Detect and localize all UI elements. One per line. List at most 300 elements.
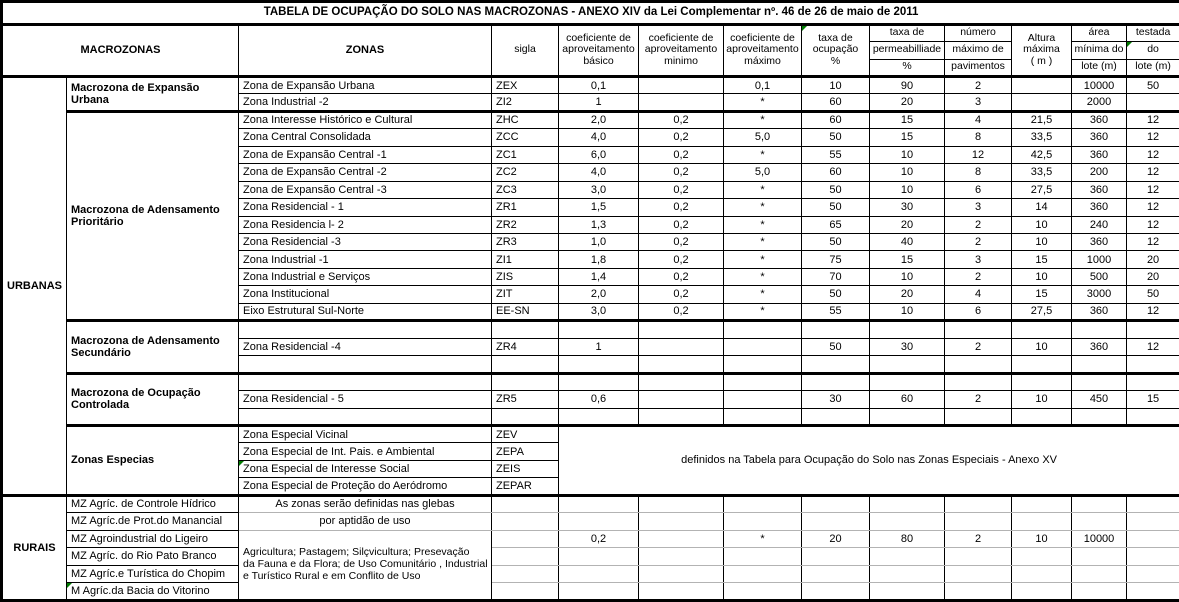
value-cell: 60 [802, 164, 870, 181]
value-cell: 4,0 [559, 164, 639, 181]
empty-cell [945, 356, 1012, 373]
value-cell: 12 [1127, 234, 1179, 251]
value-cell: * [724, 530, 802, 547]
sigla-cell: ZR4 [492, 338, 559, 355]
sigla-cell: ZHC [492, 111, 559, 128]
zona-cell [239, 321, 492, 338]
header-taxa-permeabilidade-line2: permeabilliade [870, 42, 945, 59]
value-cell: 1,3 [559, 216, 639, 233]
group-expansao-urbana: Macrozona de Expansão Urbana [67, 76, 239, 111]
zona-cell: Eixo Estrutural Sul-Norte [239, 303, 492, 320]
value-cell: 450 [1072, 391, 1127, 408]
zona-cell: Zona Especial Vicinal [239, 426, 492, 443]
empty-cell [1072, 513, 1127, 530]
value-cell: 0,2 [639, 181, 724, 198]
value-cell: 10 [1012, 234, 1072, 251]
value-cell: 10 [870, 181, 945, 198]
empty-cell [1127, 513, 1179, 530]
especiais-note-cell: definidos na Tabela para Ocupação do Solo nas Zonas Especiais - Anexo XV [559, 426, 1179, 496]
value-cell: 3000 [1072, 286, 1127, 303]
value-cell: 1,4 [559, 268, 639, 285]
rural-zonas-note1: As zonas serão definidas nas glebas [239, 495, 492, 512]
zona-cell: Zona Industrial e Serviços [239, 268, 492, 285]
sigla-cell: ZEX [492, 76, 559, 93]
sigla-cell: ZCC [492, 129, 559, 146]
value-cell: 10 [1012, 268, 1072, 285]
zona-cell: Zona Residencial -4 [239, 338, 492, 355]
value-cell: * [724, 303, 802, 320]
empty-cell [1012, 495, 1072, 512]
empty-cell [802, 548, 870, 565]
value-cell: 10 [1012, 216, 1072, 233]
value-cell: 20 [802, 530, 870, 547]
empty-cell [1072, 321, 1127, 338]
value-cell [724, 338, 802, 355]
value-cell: 21,5 [1012, 111, 1072, 128]
zona-cell: Zona Especial de Proteção do Aeródromo [239, 478, 492, 495]
value-cell: 12 [1127, 164, 1179, 181]
value-cell [639, 338, 724, 355]
value-cell: 12 [1127, 129, 1179, 146]
header-taxa-permeabilidade-line3: % [870, 59, 945, 76]
empty-cell [724, 583, 802, 601]
value-cell: 10000 [1072, 76, 1127, 93]
value-cell: 0,2 [639, 251, 724, 268]
empty-cell [1012, 548, 1072, 565]
empty-cell [1127, 548, 1179, 565]
empty-cell [559, 548, 639, 565]
value-cell: 0,2 [639, 286, 724, 303]
zona-cell: Zona de Expansão Central -2 [239, 164, 492, 181]
value-cell: 1,5 [559, 199, 639, 216]
value-cell: 360 [1072, 338, 1127, 355]
value-cell: 0,1 [724, 76, 802, 93]
value-cell: 2 [945, 268, 1012, 285]
header-area-minima-line2: mínima do [1072, 42, 1127, 59]
header-coef-minimo: coeficiente de aproveitamento minimo [639, 24, 724, 76]
value-cell: * [724, 181, 802, 198]
header-sigla: sigla [492, 24, 559, 76]
value-cell: 10 [1012, 391, 1072, 408]
value-cell: 2,0 [559, 286, 639, 303]
cell-rurais-label: RURAIS [2, 495, 67, 600]
value-cell [1012, 76, 1072, 93]
value-cell [639, 530, 724, 547]
value-cell: * [724, 111, 802, 128]
value-cell [1127, 530, 1179, 547]
value-cell: 4 [945, 111, 1012, 128]
empty-cell [945, 495, 1012, 512]
sigla-cell: ZI2 [492, 94, 559, 111]
empty-cell [1012, 513, 1072, 530]
value-cell: 0,2 [639, 146, 724, 163]
empty-cell [945, 321, 1012, 338]
sigla-cell [492, 513, 559, 530]
value-cell: 20 [1127, 251, 1179, 268]
empty-cell [870, 548, 945, 565]
empty-cell [724, 373, 802, 390]
zona-cell: Zona Central Consolidada [239, 129, 492, 146]
empty-cell [1072, 548, 1127, 565]
value-cell: 15 [1012, 251, 1072, 268]
value-cell: 1 [559, 338, 639, 355]
value-cell: 1 [559, 94, 639, 111]
value-cell: 2 [945, 338, 1012, 355]
rural-macrozona-cell: M Agríc.da Bacia do Vitorino [67, 583, 239, 601]
header-taxa-ocupacao: taxa de ocupação % [802, 24, 870, 76]
value-cell: 2000 [1072, 94, 1127, 111]
empty-cell [945, 565, 1012, 582]
value-cell: 20 [870, 286, 945, 303]
value-cell: 360 [1072, 199, 1127, 216]
value-cell: 12 [945, 146, 1012, 163]
value-cell: 10 [870, 303, 945, 320]
empty-cell [802, 373, 870, 390]
empty-cell [870, 373, 945, 390]
value-cell: 40 [870, 234, 945, 251]
cell-urbanas-label: URBANAS [2, 76, 67, 495]
empty-cell [802, 583, 870, 601]
value-cell: 10 [870, 146, 945, 163]
empty-cell [945, 373, 1012, 390]
empty-cell [639, 373, 724, 390]
empty-cell [945, 583, 1012, 601]
header-area-minima-line1: área [1072, 24, 1127, 41]
value-cell: 6 [945, 181, 1012, 198]
value-cell: 5,0 [724, 129, 802, 146]
value-cell: 15 [1012, 286, 1072, 303]
value-cell: 12 [1127, 303, 1179, 320]
value-cell: 0,2 [639, 129, 724, 146]
sigla-cell: ZI1 [492, 251, 559, 268]
empty-cell [639, 513, 724, 530]
empty-cell [802, 565, 870, 582]
value-cell: 55 [802, 303, 870, 320]
value-cell: 50 [802, 181, 870, 198]
value-cell: 3,0 [559, 181, 639, 198]
header-area-minima-line3: lote (m) [1072, 59, 1127, 76]
value-cell: 12 [1127, 111, 1179, 128]
value-cell: * [724, 94, 802, 111]
value-cell: 500 [1072, 268, 1127, 285]
zona-cell [239, 356, 492, 373]
value-cell: 12 [1127, 216, 1179, 233]
value-cell: 0,2 [639, 164, 724, 181]
sigla-cell [492, 583, 559, 601]
value-cell: 27,5 [1012, 181, 1072, 198]
empty-cell [559, 495, 639, 512]
zona-cell [239, 408, 492, 425]
value-cell: 2 [945, 530, 1012, 547]
value-cell [724, 391, 802, 408]
empty-cell [724, 408, 802, 425]
group-adensamento-secundario: Macrozona de Adensamento Secundário [67, 321, 239, 373]
value-cell: 10 [1012, 530, 1072, 547]
empty-cell [1127, 565, 1179, 582]
value-cell: 0,2 [639, 234, 724, 251]
value-cell: 3 [945, 94, 1012, 111]
value-cell: 12 [1127, 199, 1179, 216]
zona-cell: Zona Residencia l- 2 [239, 216, 492, 233]
empty-cell [1127, 321, 1179, 338]
value-cell: 1,8 [559, 251, 639, 268]
empty-cell [802, 408, 870, 425]
value-cell: 20 [870, 216, 945, 233]
value-cell: 360 [1072, 181, 1127, 198]
rural-zonas-note3: Agricultura; Pastagem; Silçvicultura; Presevação da Fauna e da Flora; de Uso Comunitário , Industrial e Turístico Rural e em Conflito de Uso [239, 530, 492, 600]
zona-cell: Zona de Expansão Central -1 [239, 146, 492, 163]
value-cell: 0,2 [639, 216, 724, 233]
empty-cell [559, 408, 639, 425]
empty-cell [639, 356, 724, 373]
header-testada-line3: lote (m) [1127, 59, 1179, 76]
sigla-cell: ZR2 [492, 216, 559, 233]
value-cell: 8 [945, 129, 1012, 146]
value-cell [639, 391, 724, 408]
value-cell: * [724, 199, 802, 216]
zona-cell: Zona Industrial -2 [239, 94, 492, 111]
value-cell: 65 [802, 216, 870, 233]
sigla-cell: ZEPAR [492, 478, 559, 495]
header-testada-line1: testada [1127, 24, 1179, 41]
rural-macrozona-cell: MZ Agríc.de Prot.do Manancial [67, 513, 239, 530]
value-cell: 0,2 [639, 111, 724, 128]
empty-cell [724, 513, 802, 530]
header-coef-maximo: coeficiente de aproveitamento máximo [724, 24, 802, 76]
header-testada-line2: do [1127, 42, 1179, 59]
value-cell: 6,0 [559, 146, 639, 163]
empty-cell [1012, 321, 1072, 338]
value-cell [639, 94, 724, 111]
value-cell: 60 [802, 111, 870, 128]
zona-cell: Zona Institucional [239, 286, 492, 303]
value-cell: 30 [870, 338, 945, 355]
empty-cell [724, 565, 802, 582]
empty-cell [724, 495, 802, 512]
value-cell: 2 [945, 391, 1012, 408]
value-cell: 50 [802, 234, 870, 251]
group-ocupacao-controlada: Macrozona de Ocupação Controlada [67, 373, 239, 425]
group-zonas-especias: Zonas Especias [67, 426, 239, 496]
zona-cell: Zona Especial de Interesse Social [239, 460, 492, 477]
value-cell: 12 [1127, 338, 1179, 355]
value-cell: * [724, 251, 802, 268]
rural-macrozona-cell: MZ Agríc. do Rio Pato Branco [67, 548, 239, 565]
empty-cell [802, 495, 870, 512]
value-cell: 0,6 [559, 391, 639, 408]
zona-cell: Zona Especial de Int. Pais. e Ambiental [239, 443, 492, 460]
empty-cell [870, 513, 945, 530]
value-cell: 4,0 [559, 129, 639, 146]
value-cell: * [724, 286, 802, 303]
value-cell: 1000 [1072, 251, 1127, 268]
sigla-cell [492, 356, 559, 373]
value-cell: 50 [802, 338, 870, 355]
empty-cell [1012, 373, 1072, 390]
empty-cell [1072, 408, 1127, 425]
empty-cell [870, 583, 945, 601]
empty-cell [1072, 583, 1127, 601]
value-cell [1012, 94, 1072, 111]
empty-cell [639, 548, 724, 565]
zona-cell: Zona Residencial - 5 [239, 391, 492, 408]
value-cell: 20 [870, 94, 945, 111]
empty-cell [870, 408, 945, 425]
sigla-cell: ZIT [492, 286, 559, 303]
value-cell: 20 [1127, 268, 1179, 285]
sigla-cell [492, 565, 559, 582]
empty-cell [945, 408, 1012, 425]
header-coef-basico: coeficiente de aproveitamento básico [559, 24, 639, 76]
value-cell: 55 [802, 146, 870, 163]
empty-cell [1012, 408, 1072, 425]
empty-cell [802, 321, 870, 338]
value-cell: 0,2 [559, 530, 639, 547]
empty-cell [1072, 373, 1127, 390]
empty-cell [802, 356, 870, 373]
value-cell: 27,5 [1012, 303, 1072, 320]
rural-macrozona-cell: MZ Agríc.e Turística do Chopim [67, 565, 239, 582]
sigla-cell: ZEIS [492, 460, 559, 477]
empty-cell [724, 548, 802, 565]
value-cell: 360 [1072, 234, 1127, 251]
value-cell: 60 [802, 94, 870, 111]
sigla-cell [492, 321, 559, 338]
value-cell: 240 [1072, 216, 1127, 233]
value-cell: 5,0 [724, 164, 802, 181]
header-macrozonas: MACROZONAS [2, 24, 239, 76]
value-cell: 10000 [1072, 530, 1127, 547]
value-cell: 3,0 [559, 303, 639, 320]
sigla-cell: EE-SN [492, 303, 559, 320]
empty-cell [559, 583, 639, 601]
page-title: TABELA DE OCUPAÇÃO DO SOLO NAS MACROZONAS - ANEXO XIV da Lei Complementar nº. 46 de 26 de maio de 2011 [2, 2, 1179, 25]
value-cell: 14 [1012, 199, 1072, 216]
empty-cell [870, 321, 945, 338]
value-cell: * [724, 146, 802, 163]
value-cell: 200 [1072, 164, 1127, 181]
value-cell: 70 [802, 268, 870, 285]
value-cell: 50 [802, 129, 870, 146]
empty-cell [639, 583, 724, 601]
zona-cell: Zona Residencial -3 [239, 234, 492, 251]
empty-cell [1072, 565, 1127, 582]
value-cell: 360 [1072, 129, 1127, 146]
sigla-cell [492, 548, 559, 565]
value-cell: 3 [945, 199, 1012, 216]
value-cell: 33,5 [1012, 129, 1072, 146]
sigla-cell [492, 408, 559, 425]
value-cell: 4 [945, 286, 1012, 303]
empty-cell [1127, 583, 1179, 601]
value-cell: 10 [802, 76, 870, 93]
empty-cell [559, 513, 639, 530]
value-cell: 2 [945, 76, 1012, 93]
empty-cell [559, 565, 639, 582]
empty-cell [559, 356, 639, 373]
value-cell: 0,1 [559, 76, 639, 93]
value-cell: 3 [945, 251, 1012, 268]
value-cell: 15 [870, 251, 945, 268]
value-cell: 0,2 [639, 268, 724, 285]
value-cell: * [724, 234, 802, 251]
empty-cell [639, 565, 724, 582]
sigla-cell: ZC2 [492, 164, 559, 181]
empty-cell [724, 321, 802, 338]
sigla-cell: ZR1 [492, 199, 559, 216]
value-cell: 2 [945, 234, 1012, 251]
group-adensamento-prioritario: Macrozona de Adensamento Prioritário [67, 111, 239, 320]
empty-cell [1012, 583, 1072, 601]
empty-cell [1127, 356, 1179, 373]
value-cell: 2 [945, 216, 1012, 233]
empty-cell [945, 513, 1012, 530]
header-num-pavimentos-line3: pavimentos [945, 59, 1012, 76]
rural-macrozona-cell: MZ Agroindustrial do Ligeiro [67, 530, 239, 547]
value-cell: 8 [945, 164, 1012, 181]
value-cell: 90 [870, 76, 945, 93]
sigla-cell [492, 530, 559, 547]
value-cell: 10 [870, 268, 945, 285]
empty-cell [1072, 356, 1127, 373]
value-cell: 30 [870, 199, 945, 216]
value-cell: 360 [1072, 111, 1127, 128]
value-cell: * [724, 216, 802, 233]
empty-cell [559, 373, 639, 390]
value-cell: 0,2 [639, 303, 724, 320]
zona-cell: Zona Industrial -1 [239, 251, 492, 268]
value-cell: 15 [870, 129, 945, 146]
empty-cell [639, 408, 724, 425]
value-cell: * [724, 268, 802, 285]
value-cell: 12 [1127, 181, 1179, 198]
empty-cell [559, 321, 639, 338]
empty-cell [870, 565, 945, 582]
header-taxa-permeabilidade-line1: taxa de [870, 24, 945, 41]
empty-cell [870, 356, 945, 373]
value-cell: 33,5 [1012, 164, 1072, 181]
sigla-cell: ZEV [492, 426, 559, 443]
sigla-cell [492, 373, 559, 390]
sigla-cell: ZR3 [492, 234, 559, 251]
value-cell: 12 [1127, 146, 1179, 163]
value-cell: 50 [1127, 286, 1179, 303]
value-cell: 2,0 [559, 111, 639, 128]
value-cell: 10 [870, 164, 945, 181]
value-cell: 50 [802, 199, 870, 216]
value-cell: 0,2 [639, 199, 724, 216]
empty-cell [945, 548, 1012, 565]
value-cell: 360 [1072, 303, 1127, 320]
empty-cell [1127, 373, 1179, 390]
sigla-cell: ZC3 [492, 181, 559, 198]
value-cell: 80 [870, 530, 945, 547]
comment-marker-icon [802, 26, 807, 31]
value-cell: 10 [1012, 338, 1072, 355]
empty-cell [1012, 356, 1072, 373]
value-cell: 50 [1127, 76, 1179, 93]
comment-marker-icon [239, 461, 244, 466]
rural-zonas-note2: por aptidão de uso [239, 513, 492, 530]
comment-marker-icon [1127, 42, 1132, 47]
empty-cell [1012, 565, 1072, 582]
value-cell: 30 [802, 391, 870, 408]
rural-macrozona-cell: MZ Agríc. de Controle Hídrico [67, 495, 239, 512]
value-cell: 60 [870, 391, 945, 408]
value-cell: 50 [802, 286, 870, 303]
empty-cell [802, 513, 870, 530]
zona-cell [239, 373, 492, 390]
